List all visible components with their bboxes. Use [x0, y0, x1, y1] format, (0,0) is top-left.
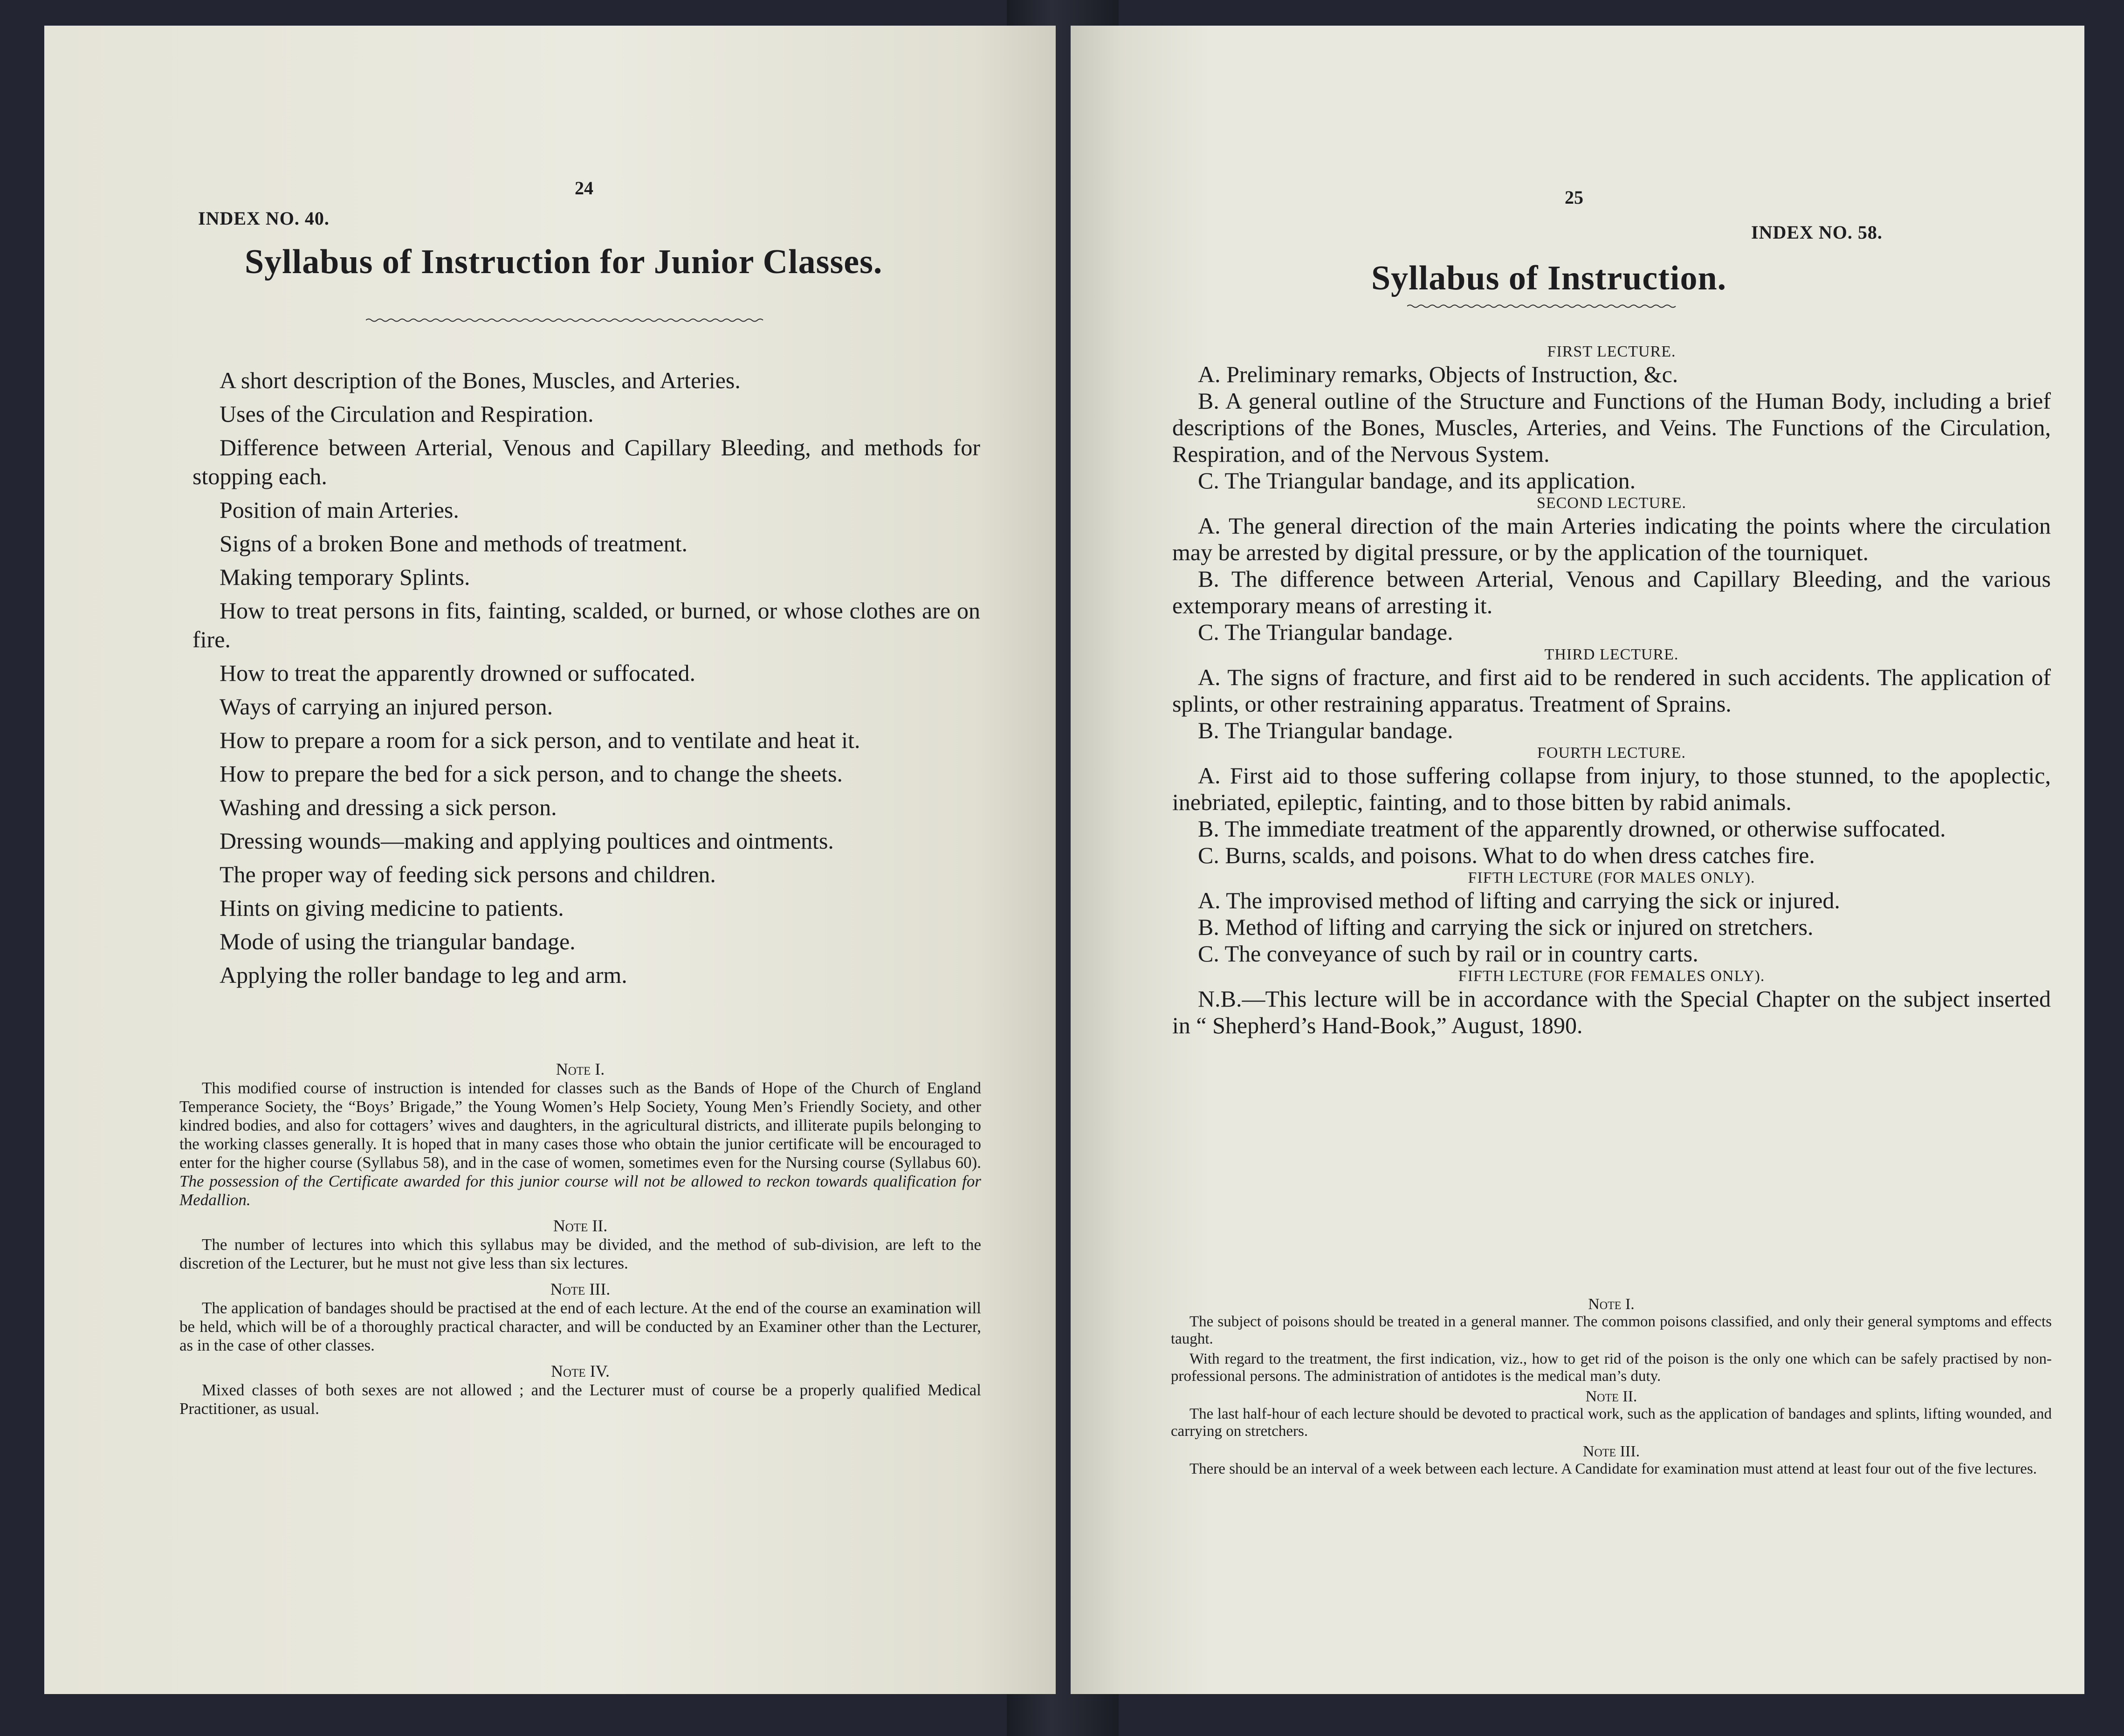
list-item: Applying the roller bandage to leg and arm. [220, 962, 627, 988]
page-title: Syllabus of Instruction. [1371, 259, 1727, 297]
lecture-heading: SECOND LECTURE. [1537, 494, 1686, 512]
note-heading: Note II. [1585, 1388, 1637, 1405]
lecture-paragraph: A. The improvised method of lifting and carrying the sick or injured. [1198, 887, 1840, 913]
title-rule [366, 317, 767, 323]
lecture-paragraph: B. The immediate treatment of the apparently drowned, or otherwise suffocated. [1198, 816, 1946, 842]
lecture-paragraph: C. The conveyance of such by rail or in country carts. [1198, 940, 1698, 967]
list-item: Uses of the Circulation and Respiration. [220, 401, 594, 427]
syllabus-items [192, 366, 980, 994]
note-heading: Note II. [553, 1216, 608, 1235]
lecture-paragraph: A. First aid to those suffering collapse from injury, to those stunned, to the apoplectic, inebriated, epileptic, fainting, and to those bitten by rabid animals. [1172, 762, 2051, 815]
list-item: Hints on giving medicine to patients. [220, 895, 564, 921]
list-item: How to prepare the bed for a sick person, and to change the sheets. [220, 761, 843, 787]
notes-section [1171, 1296, 2052, 1481]
lecture-heading: FOURTH LECTURE. [1537, 744, 1686, 762]
index-label: INDEX NO. 58. [1751, 222, 1883, 243]
list-item: A short description of the Bones, Muscles, and Arteries. [220, 367, 741, 393]
list-item: Mode of using the triangular bandage. [220, 928, 576, 954]
lecture-heading: THIRD LECTURE. [1544, 646, 1679, 663]
page-title: Syllabus of Instruction for Junior Classes. [245, 243, 883, 281]
lectures-section [1172, 343, 2051, 1039]
page-number: 25 [1565, 187, 1583, 208]
left-page [44, 26, 1056, 1694]
right-page [1071, 26, 2084, 1694]
note-heading: Note III. [550, 1280, 611, 1298]
lecture-paragraph: A. The general direction of the main Arteries indicating the points where the circulation may be arrested by digital pressure, or by the application of the tourniquet. [1172, 513, 2051, 565]
lecture-paragraph: C. The Triangular bandage, and its application. [1198, 467, 1636, 494]
note-text: The application of bandages should be practised at the end of each lecture. At the end of the course an examination will be held, which will be of a thoroughly practical character, and will be conducted by an Examiner other than the Lecturer, as in the case of other classes. [179, 1299, 981, 1354]
list-item: How to treat the apparently drowned or suffocated. [220, 660, 695, 686]
note-text: The last half-hour of each lecture should be devoted to practical work, such as the application of bandages and splints, lifting wounded, and carrying on stretchers. [1171, 1406, 2052, 1440]
lecture-paragraph: A. Preliminary remarks, Objects of Instruction, &c. [1198, 361, 1678, 387]
index-label: INDEX NO. 40. [198, 208, 330, 229]
note-text: The number of lectures into which this syllabus may be divided, and the method of sub-division, are left to the discretion of the Lecturer, but he must not give less than six lectures. [179, 1235, 981, 1272]
lecture-paragraph: B. A general outline of the Structure and Functions of the Human Body, including a brief descriptions of the Bones, Muscles, Arteries, and Veins. The Functions of the Circulation, Respiration, and of the Nervous System. [1172, 388, 2051, 467]
note-text: Mixed classes of both sexes are not allowed ; and the Lecturer must of course be a properly qualified Medical Practitioner, as usual. [179, 1381, 981, 1418]
list-item: Washing and dressing a sick person. [220, 794, 557, 820]
lecture-paragraph: C. Burns, scalds, and poisons. What to do when dress catches fire. [1198, 842, 1815, 868]
page-number: 24 [575, 178, 593, 199]
list-item: How to treat persons in fits, fainting, scalded, or burned, or whose clothes are on fire. [192, 597, 980, 652]
note-emphasis: The possession of the Certificate awarded for this junior course will not be allowed to reckon towards qualification for Medallion. [179, 1172, 981, 1209]
lecture-heading: FIFTH LECTURE (FOR FEMALES ONLY). [1458, 967, 1765, 985]
list-item: Difference between Arterial, Venous and Capillary Bleeding, and methods for stopping each. [192, 434, 980, 489]
list-item: Signs of a broken Bone and methods of treatment. [220, 530, 687, 556]
note-text: With regard to the treatment, the first indication, viz., how to get rid of the poison is the only one which can be safely practised by non-professional persons. The administration of antidotes is the medical man’s duty. [1171, 1351, 2052, 1385]
notes-section [179, 1059, 981, 1425]
lecture-heading: FIFTH LECTURE (FOR MALES ONLY). [1468, 869, 1755, 886]
lecture-paragraph: N.B.—This lecture will be in accordance with the Special Chapter on the subject inserted in “ Shepherd’s Hand-Book,” August, 1890. [1172, 986, 2051, 1038]
lecture-paragraph: B. Method of lifting and carrying the sick or injured on stretchers. [1198, 914, 1814, 940]
lecture-paragraph: C. The Triangular bandage. [1198, 619, 1453, 645]
list-item: How to prepare a room for a sick person, and to ventilate and heat it. [220, 727, 860, 753]
note-heading: Note I. [1588, 1296, 1635, 1313]
list-item: Dressing wounds—making and applying poultices and ointments. [220, 828, 834, 854]
list-item: Ways of carrying an injured person. [220, 693, 553, 720]
note-heading: Note III. [1582, 1443, 1640, 1460]
lecture-paragraph: B. The Triangular bandage. [1198, 717, 1453, 743]
note-text: This modified course of instruction is intended for classes such as the Bands of Hope of the Church of England Temperance Society, the “Boys’ Brigade,” the Young Women’s Help Society, Young Men’s Friendly Society, and other kindred bodies, and also for cottagers’ wives and daughters, in the agricultural districts, and illiterate pupils belonging to the working classes generally. It is hoped that in many cases those who obtain the junior certificate will be encouraged to enter for the higher course (Syllabus 58), and in the case of women, sometimes even for the Nursing course (Syllabus 60). The possession of the Certificate awarded for this junior course will not be allowed to reckon towards qualification for Medallion. [179, 1079, 981, 1209]
note-heading: Note IV. [551, 1362, 610, 1380]
lecture-paragraph: B. The difference between Arterial, Venous and Capillary Bleeding, and the various extemporary means of arresting it. [1172, 566, 2051, 618]
note-text: There should be an interval of a week between each lecture. A Candidate for examination must attend at least four out of the five lectures. [1189, 1461, 2037, 1477]
lecture-paragraph: A. The signs of fracture, and first aid to be rendered in such accidents. The application of splints, or other restraining apparatus. Treatment of Sprains. [1172, 664, 2051, 717]
list-item: The proper way of feeding sick persons and children. [220, 861, 716, 887]
lecture-heading: FIRST LECTURE. [1547, 343, 1676, 360]
list-item: Position of main Arteries. [220, 497, 459, 523]
title-rule [1407, 303, 1677, 309]
list-item: Making temporary Splints. [220, 564, 470, 590]
note-heading: Note I. [556, 1060, 605, 1078]
note-text: The subject of poisons should be treated in a general manner. The common poisons classified, and only their general symptoms and effects taught. [1171, 1313, 2052, 1347]
